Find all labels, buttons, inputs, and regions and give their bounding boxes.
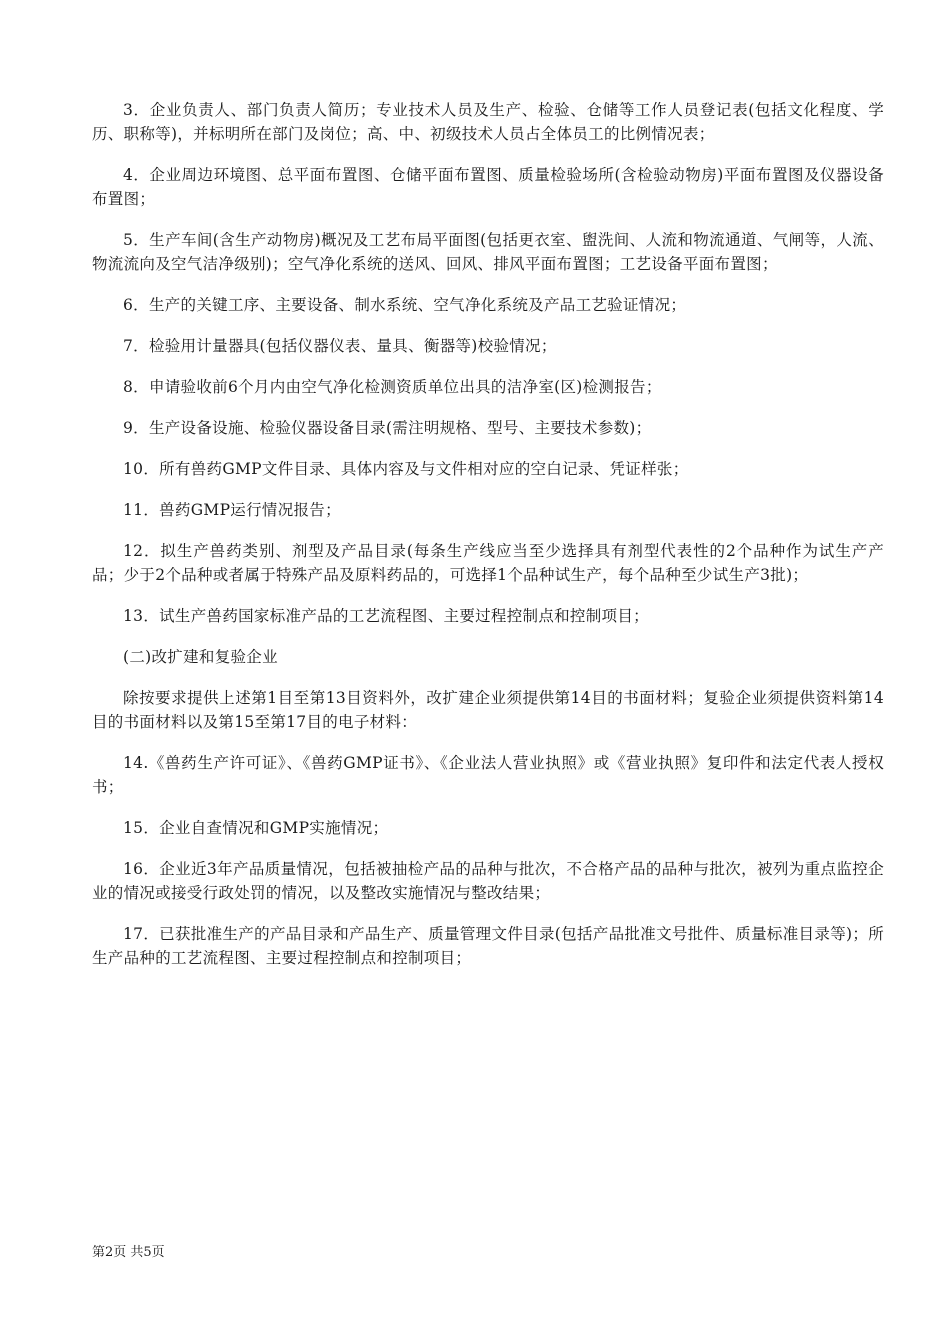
paragraph-item-12: 12．拟生产兽药类别、剂型及产品目录(每条生产线应当至少选择具有剂型代表性的2个品种作为试生产产品；少于2个品种或者属于特殊产品及原料药品的，可选择1个品种试生产，每个品种至少试生产3批)； bbox=[92, 542, 884, 584]
paragraph-item-7: 7．检验用计量器具(包括仪器仪表、量具、衡器等)校验情况； bbox=[123, 337, 557, 355]
paragraph-item-17: 17．已获批准生产的产品目录和产品生产、质量管理文件目录(包括产品批准文号批件、质量标准目录等)；所生产品种的工艺流程图、主要过程控制点和控制项目； bbox=[92, 925, 884, 967]
paragraph-item-10: 10．所有兽药GMP文件目录、具体内容及与文件相对应的空白记录、凭证样张； bbox=[123, 460, 689, 478]
paragraph-item-14: 14.《兽药生产许可证》、《兽药GMP证书》、《企业法人营业执照》或《营业执照》复印件和法定代表人授权书； bbox=[92, 754, 884, 796]
paragraph-item-3: 3．企业负责人、部门负责人简历；专业技术人员及生产、检验、仓储等工作人员登记表(包括文化程度、学历、职称等)，并标明所在部门及岗位；高、中、初级技术人员占全体员工的比例情况表； bbox=[92, 101, 884, 143]
document-body bbox=[92, 90, 884, 987]
page-number-footer: 第2页 共5页 bbox=[92, 1245, 165, 1260]
section-heading: (二)改扩建和复验企业 bbox=[123, 648, 278, 666]
paragraph-item-6: 6．生产的关键工序、主要设备、制水系统、空气净化系统及产品工艺验证情况； bbox=[123, 296, 687, 314]
paragraph-item-5: 5．生产车间(含生产动物房)概况及工艺布局平面图(包括更衣室、盥洗间、人流和物流通道、气闸等，人流、物流流向及空气洁净级别)；空气净化系统的送风、回风、排风平面布置图；工艺设备平面布置图； bbox=[92, 231, 884, 273]
paragraph-item-4: 4．企业周边环境图、总平面布置图、仓储平面布置图、质量检验场所(含检验动物房)平面布置图及仪器设备布置图； bbox=[92, 166, 884, 208]
paragraph-item-15: 15．企业自查情况和GMP实施情况； bbox=[123, 819, 389, 837]
paragraph-item-13: 13．试生产兽药国家标准产品的工艺流程图、主要过程控制点和控制项目； bbox=[123, 607, 649, 625]
paragraph-item-16: 16．企业近3年产品质量情况，包括被抽检产品的品种与批次，不合格产品的品种与批次，被列为重点监控企业的情况或接受行政处罚的情况，以及整改实施情况与整改结果； bbox=[92, 860, 884, 902]
paragraph-item-8: 8．申请验收前6个月内由空气净化检测资质单位出具的洁净室(区)检测报告； bbox=[123, 378, 662, 396]
paragraph-item-11: 11．兽药GMP运行情况报告； bbox=[123, 501, 341, 519]
paragraph-item-9: 9．生产设备设施、检验仪器设备目录(需注明规格、型号、主要技术参数)； bbox=[123, 419, 652, 437]
section-intro: 除按要求提供上述第1目至第13目资料外，改扩建企业须提供第14目的书面材料；复验企业须提供资料第14目的书面材料以及第15至第17目的电子材料： bbox=[92, 689, 884, 731]
